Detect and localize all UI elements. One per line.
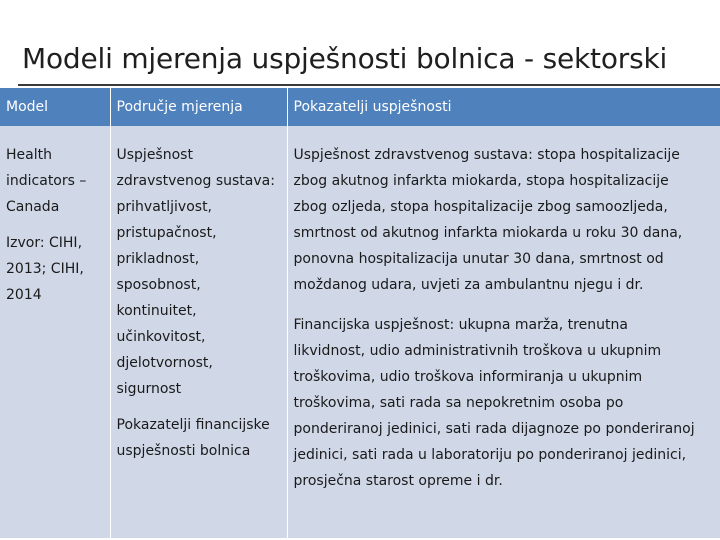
area-line: pristupačnost, bbox=[116, 225, 217, 241]
indicator-line: troškovima, udio troškova informiranja u ukupnim bbox=[293, 369, 643, 385]
table-row bbox=[0, 126, 720, 538]
header-indicators: Pokazatelji uspješnosti bbox=[287, 88, 720, 126]
area-line: uspješnosti bolnica bbox=[116, 443, 251, 459]
indicator-line: Uspješnost zdravstvenog sustava: stopa hospitalizacije bbox=[293, 147, 680, 163]
area-line: zdravstvenog sustava: bbox=[116, 173, 275, 189]
model-name-line: Health bbox=[6, 147, 52, 163]
area-line: prikladnost, bbox=[116, 251, 200, 267]
indicator-line: prosječna starost opreme i dr. bbox=[293, 473, 503, 489]
indicator-line: smrtnost od akutnog infarkta miokarda u roku 30 dana, bbox=[293, 225, 683, 241]
indicator-line: jedinici, sati rada u laboratoriju po ponderiranoj jedinici, bbox=[293, 447, 687, 463]
indicator-line: likvidnost, udio administrativnih troškova u ukupnim bbox=[293, 343, 662, 359]
header-model: Model bbox=[0, 88, 110, 126]
title-divider bbox=[18, 84, 720, 86]
indicator-line: zbog akutnog infarkta miokarda, stopa hospitalizacije bbox=[293, 173, 669, 189]
model-name-line: Canada bbox=[6, 199, 60, 215]
indicator-line: ponovna hospitalizacija unutar 30 dana, smrtnost od bbox=[293, 251, 664, 267]
model-source-line: Izvor: CIHI, bbox=[6, 235, 83, 251]
area-line: djelotvornost, bbox=[116, 355, 213, 371]
indicator-line: moždanog udara, uvjeti za ambulantnu njegu i dr. bbox=[293, 277, 644, 293]
header-measurement-area: Područje mjerenja bbox=[110, 88, 287, 126]
area-line: prihvatljivost, bbox=[116, 199, 213, 215]
slide-title: Modeli mjerenja uspješnosti bolnica - sektorski bbox=[22, 42, 668, 75]
area-line: kontinuitet, bbox=[116, 303, 197, 319]
indicator-line: troškovima, sati rada sa nepokretnim osoba po bbox=[293, 395, 624, 411]
indicator-line: zbog ozljeda, stopa hospitalizacije zbog samoozljeda, bbox=[293, 199, 668, 215]
area-line: Pokazatelji financijske bbox=[116, 417, 270, 433]
model-source-line: 2014 bbox=[6, 287, 42, 303]
indicator-line: ponderiranoj jedinici, sati rada dijagnoze po ponderiranoj bbox=[293, 421, 695, 437]
area-line: sigurnost bbox=[116, 381, 182, 397]
measurement-area-cell bbox=[110, 126, 287, 538]
area-line: Uspješnost bbox=[116, 147, 193, 163]
area-line: sposobnost, bbox=[116, 277, 201, 293]
model-cell bbox=[0, 126, 110, 538]
indicators-cell bbox=[287, 126, 720, 538]
model-source-line: 2013; CIHI, bbox=[6, 261, 84, 277]
model-name-line: indicators – bbox=[6, 173, 87, 189]
indicator-line: Financijska uspješnost: ukupna marža, trenutna bbox=[293, 317, 628, 333]
table-header-row bbox=[0, 88, 720, 126]
area-line: učinkovitost, bbox=[116, 329, 206, 345]
performance-models-table bbox=[0, 88, 720, 538]
